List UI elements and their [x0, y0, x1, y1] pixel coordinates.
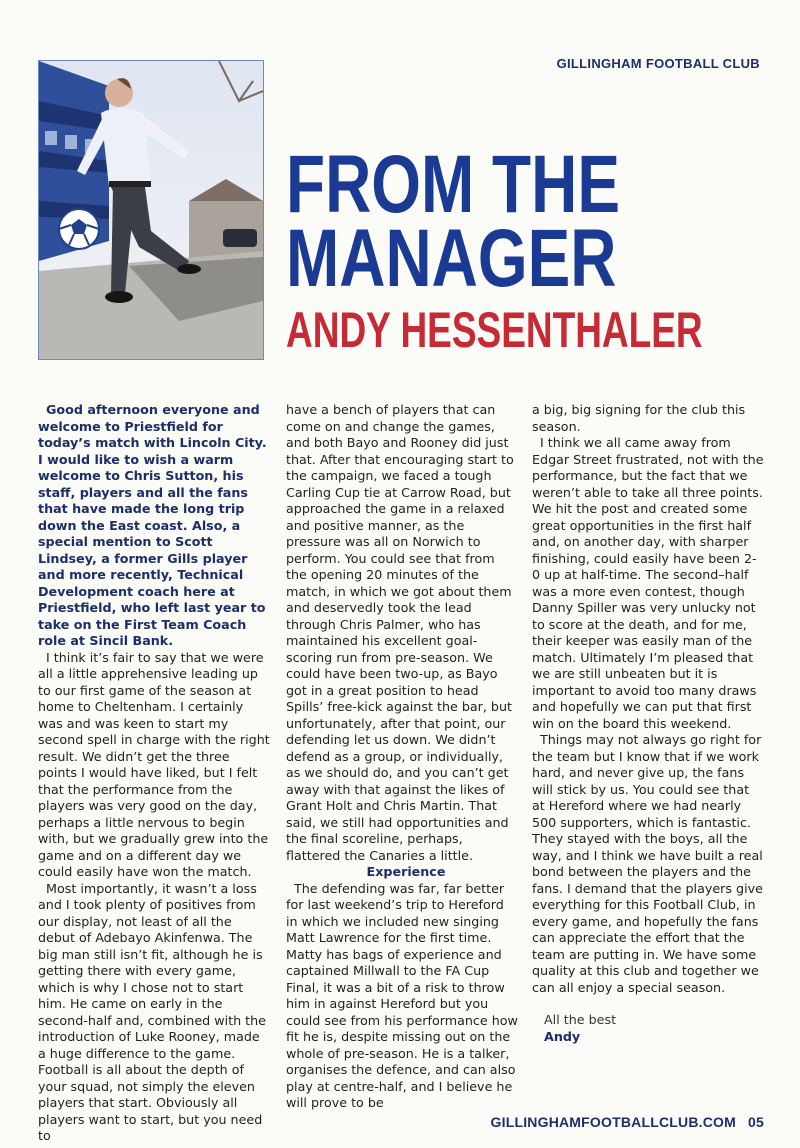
article-subtitle: ANDY HESSENTHALER	[286, 302, 703, 358]
column-2	[286, 402, 518, 1112]
manager-photo	[38, 60, 264, 360]
body-paragraph: have a bench of players that can come on and change the games, and both Bayo and Rooney did just that. After that encouraging start to the campaign, we faced a tough Carling Cup tie at Carrow Road, but approached the game in a relaxed and positive manner, as the pressure was all on Norwich to perform. You could see that from the opening 20 minutes of the match, in which we got about them and deservedly took the lead through Chris Palmer, who has maintained his excellent goal-scoring run from pre-season. We could have been two-up, as Bayo got in a great position to head Spills’ free-kick against the bar, but unfortunately, after that point, our defending let us down. We didn’t defend as a group, or individually, as we should do, and you can’t get away with that against the likes of Grant Holt and Chris Martin. That said, we still had opportunities and the final scoreline, perhaps, flattered the Canaries a little.	[286, 402, 514, 863]
body-paragraph: I think we all came away from Edgar Street frustrated, not with the performance, but the fact that we weren’t able to take all three points. We hit the post and created some great opportunities in the first half and, on another day, with sharper finishing, could easily have been 2-0 up at half-time. The second–half was a more even contest, though Danny Spiller was very unlucky not to score at the death, and for me, their keeper was easily man of the match. Ultimately I’m pleased that we are still unbeaten but it is important to avoid too many draws and hopefully we can put that first win on the board this weekend.	[532, 435, 764, 731]
title-line-1: FROM THE	[286, 139, 620, 230]
body-paragraph: Most importantly, it wasn’t a loss and I took plenty of positives from our display, not least of all the debut of Adebayo Akinfenwa. The big man still isn’t fit, although he is getting there with every game, which is why I chose not to start him. He came on early in the second-half and, combined with the introduction of Luke Rooney, made a huge difference to the game. Football is all about the depth of your squad, not simply the eleven players that start. Obviously all players want to start, but you need to	[38, 880, 266, 1143]
title-line-2: MANAGER	[286, 213, 617, 304]
article-title-block	[286, 139, 766, 358]
page-footer	[491, 1114, 764, 1130]
signoff	[532, 1012, 764, 1045]
section-subheading: Experience	[366, 864, 446, 879]
website-url: GILLINGHAMFOOTBALLCLUB.COM	[490, 1114, 737, 1130]
body-paragraph: Things may not always go right for the team but I know that if we work hard, and never give up, the fans will stick by us. You could see that at Hereford where we had nearly 500 supporters, which is fantastic. They stayed with the boys, all the way, and I think we have built a real bond between the players and the fans. I demand that the players give everything for this Football Club, in every game, and hopefully the fans can appreciate the effort that the team are putting in. We have some quality at this club and together we can all enjoy a special season.	[532, 732, 763, 995]
column-1	[38, 402, 270, 1145]
body-paragraph: The defending was far, far better for last weekend’s trip to Hereford in which we included new singing Matt Lawrence for the first time. Matty has bags of experience and captained Millwall to the FA Cup Final, it was a bit of a risk to throw him in against Hereford but you could see from his performance how fit he is, despite missing out on the whole of pre-season. He is a talker, organises the defence, and can also play at centre-half, and I believe he will prove to be	[286, 880, 518, 1110]
body-paragraph: a big, big signing for the club this season.	[532, 402, 746, 434]
signoff-text: All the best	[544, 1012, 617, 1027]
page-number: 05	[748, 1114, 764, 1130]
body-paragraph: I think it’s fair to say that we were all a little apprehensive leading up to our first game of the season at home to Cheltenham. I certainly was and was keen to start my second spell in charge with the right result. We didn’t get the three points I would have liked, but I felt that the performance from the players was very good on the day, perhaps a little nervous to begin with, but we gradually grew into the game and on a different day we could easily have won the match.	[38, 649, 270, 879]
club-name-header: GILLINGHAM FOOTBALL CLUB	[556, 56, 760, 71]
column-3	[532, 402, 764, 1045]
intro-paragraph: Good afternoon everyone and welcome to Priestfield for today’s match with Lincoln City. I would like to wish a warm welcome to Chris Sutton, his staff, players and all the fans that have made the long trip down the East coast. Also, a special mention to Scott Lindsey, a former Gills player and more recently, Technical Development coach here at Priestfield, who left last year to take on the First Team Coach role at Sincil Bank.	[38, 402, 267, 648]
signature: Andy	[544, 1028, 581, 1044]
